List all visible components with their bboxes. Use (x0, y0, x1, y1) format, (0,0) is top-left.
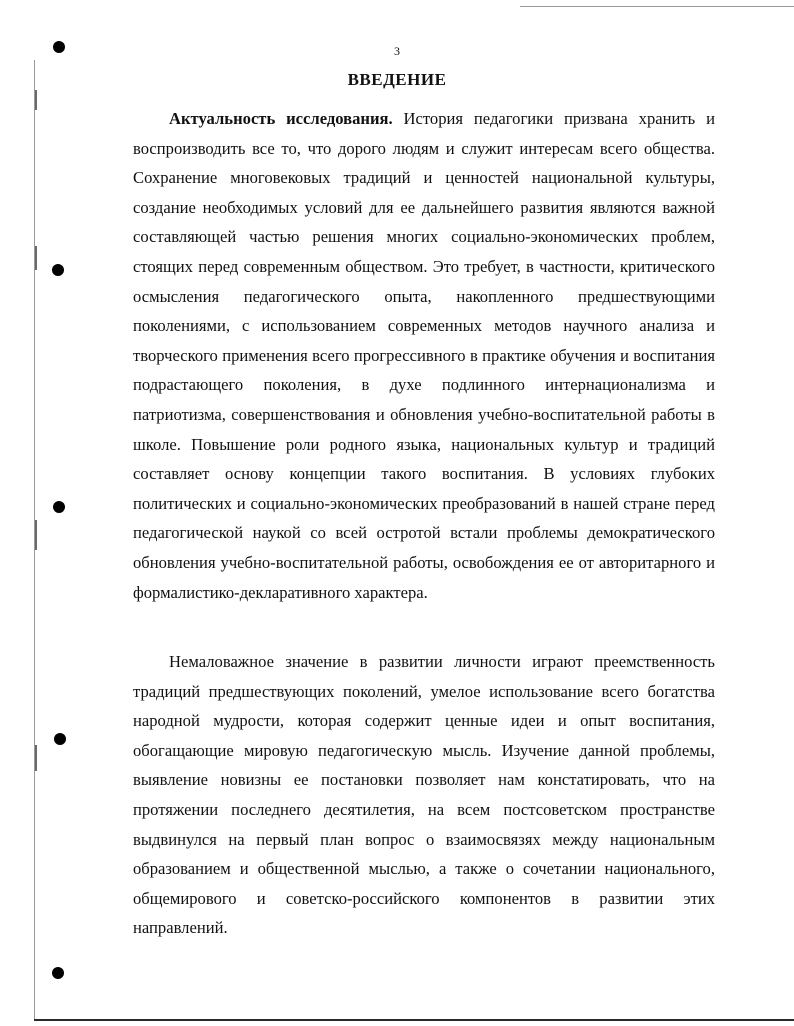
paragraph-body: Немаловажное значение в развитии личности играют преемственность традиций предшествующих поколений, умелое использование всего богатства народной мудрости, которая содержит ценные идеи и опыт воспитания, обогащающие мировую педагогическую мысль. Изучение данной проблемы, выявление новизны ее постановки позволяет нам констатировать, что на протяжении последнего десятилетия, на всем постсоветском пространстве выдвинулся на первый план вопрос о взаимосвязях между национальным образованием и общественной мыслью, а также о сочетании национального, общемирового и советско-российского компонентов в развитии этих направлений. (133, 652, 715, 938)
binder-hole-mark (52, 264, 64, 276)
scan-top-edge (520, 6, 794, 7)
scan-margin-mark (35, 745, 37, 771)
paragraph-continuity (133, 647, 715, 943)
paragraph-lead-heading: Актуальность исследования. (169, 109, 393, 128)
paragraph-body: История педагогики призвана хранить и воспроизводить все то, что дорого людям и служит интересам всего общества. Сохранение многовековых традиций и ценностей национальной культуры, создание необходимых условий для ее дальнейшего развития являются важной составляющей частью решения многих социально-экономических проблем, стоящих перед современным обществом. Это требует, в частности, критического осмысления педагогического опыта, накопленного предшествующими поколениями, с использованием современных методов научного анализа и творческого применения всего прогрессивного в практике обучения и воспитания подрастающего поколения, в духе подлинного интернационализма и патриотизма, совершенствования и обновления учебно-воспитательной работы в школе. Повышение роли родного языка, национальных культур и традиций составляет основу концепции такого воспитания. В условиях глубоких политических и социально-экономических преобразований в нашей стране перед педагогической наукой со всей остротой встали проблемы демократического обновления учебно-воспитательной работы, освобождения ее от авторитарного и формалистико-декларативного характера. (133, 109, 715, 602)
page-number: 3 (394, 44, 400, 58)
scan-margin-mark (35, 90, 37, 110)
scan-margin-mark (35, 520, 37, 550)
scan-margin-mark (35, 246, 37, 270)
binder-hole-mark (54, 733, 66, 745)
scan-bottom-edge (34, 1019, 794, 1021)
binder-hole-mark (52, 967, 64, 979)
paragraph-relevance (133, 104, 715, 607)
page-title: ВВЕДЕНИЕ (347, 70, 447, 89)
binder-hole-mark (53, 501, 65, 513)
